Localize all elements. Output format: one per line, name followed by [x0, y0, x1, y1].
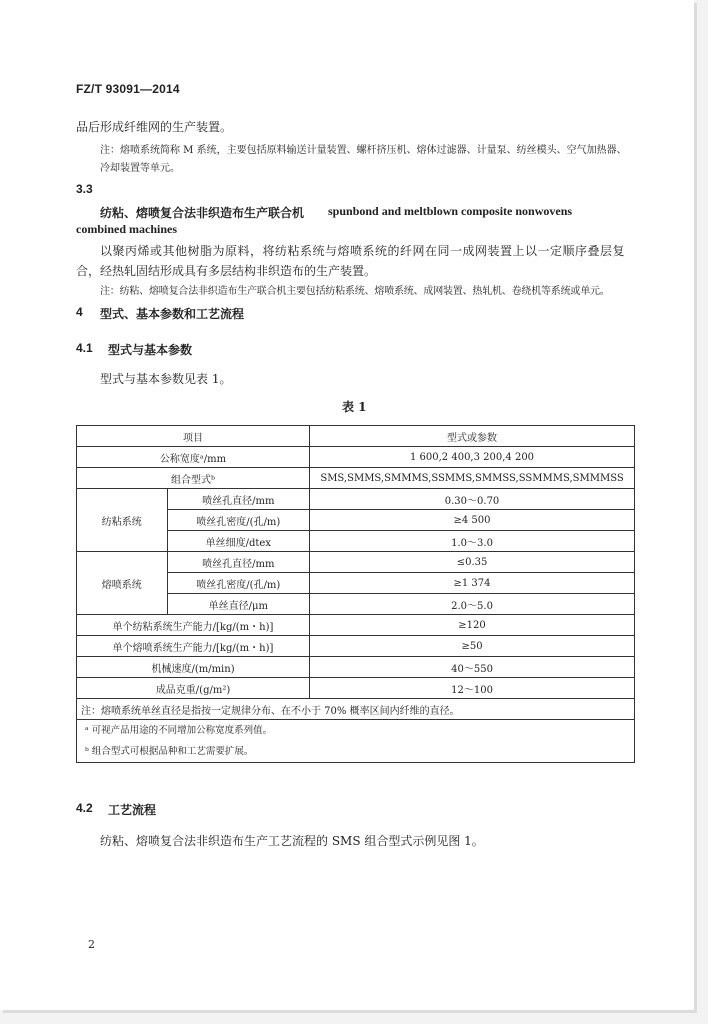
header-value: 型式或参数 — [310, 426, 635, 447]
param-value: 1.0～3.0 — [310, 531, 635, 552]
paragraph: 以聚丙烯或其他树脂为原料，将纺粘系统与熔喷系统的纤网在同一成网装置上以一定顺序叠层复 — [100, 244, 626, 258]
param-value: 2.0～5.0 — [310, 594, 635, 615]
param-value: ≥1 374 — [310, 573, 635, 594]
note-line: 注：熔喷系统简称 M 系统，主要包括原料输送计量装置、螺杆挤压机、熔体过滤器、计量泵、纺丝模头、空气加热器、 — [100, 145, 627, 156]
param-value: ≥120 — [310, 615, 635, 636]
param-value: ≥50 — [310, 636, 635, 657]
section-title: 型式、基本参数和工艺流程 — [100, 307, 245, 321]
param-value: ≤0.35 — [310, 552, 635, 573]
term-title-en-cont: combined machines — [76, 222, 178, 236]
param-label: 公称宽度ᵃ/mm — [77, 447, 310, 468]
term-title-en: spunbond and meltblown composite nonwovens — [328, 204, 573, 218]
paragraph: 品后形成纤维网的生产装置。 — [76, 120, 233, 134]
paragraph: 型式与基本参数见表 1。 — [100, 372, 232, 386]
header-item: 项目 — [77, 426, 310, 447]
table-note: 注：熔喷系统单丝直径是指按一定规律分布、在不小于 70% 概率区间内纤维的直径。 — [77, 699, 635, 720]
param-value: 0.30～0.70 — [310, 489, 635, 510]
paragraph: 合，经热轧固结形成具有多层结构非织造布的生产装置。 — [76, 264, 377, 278]
param-label: 成品克重/(g/m²) — [77, 678, 310, 699]
group-label: 熔喷系统 — [77, 552, 168, 615]
param-value: 40～550 — [310, 657, 635, 678]
footnote-b: ᵇ 组合型式可根据品种和工艺需要扩展。 — [85, 746, 254, 757]
param-value: 1 600,2 400,3 200,4 200 — [310, 447, 635, 468]
param-label: 机械速度/(m/min) — [77, 657, 310, 678]
table-footnotes — [77, 720, 635, 763]
note-line: 注：纺粘、熔喷复合法非织造布生产联合机主要包括纺粘系统、熔喷系统、成网装置、热轧机、卷绕机等系统或单元。 — [100, 286, 610, 297]
param-value: ≥4 500 — [310, 510, 635, 531]
section-number: 4.2 — [76, 801, 93, 815]
param-value: SMS,SMMS,SMMMS,SSMMS,SMMSS,SSMMMS,SMMMSS — [310, 468, 635, 489]
param-label: 喷丝孔密度/(孔/m) — [167, 573, 309, 594]
param-label: 喷丝孔密度/(孔/m) — [167, 510, 309, 531]
section-number: 4.1 — [76, 341, 93, 355]
param-value: 12～100 — [310, 678, 635, 699]
param-label: 喷丝孔直径/mm — [167, 552, 309, 573]
term-title-cn: 纺粘、熔喷复合法非织造布生产联合机 — [100, 206, 305, 220]
param-label: 单个熔喷系统生产能力/[kg/(m・h)] — [77, 636, 310, 657]
page-number: 2 — [88, 938, 95, 951]
parameter-table — [76, 425, 635, 763]
param-label: 单个纺粘系统生产能力/[kg/(m・h)] — [77, 615, 310, 636]
param-label: 单丝直径/μm — [167, 594, 309, 615]
section-title: 工艺流程 — [108, 803, 157, 817]
table-caption: 表 1 — [342, 400, 367, 414]
param-label: 喷丝孔直径/mm — [167, 489, 309, 510]
section-title: 型式与基本参数 — [108, 343, 193, 357]
paragraph: 纺粘、熔喷复合法非织造布生产工艺流程的 SMS 组合型式示例见图 1。 — [100, 834, 484, 848]
standard-code: FZ/T 93091—2014 — [76, 82, 180, 96]
group-label: 纺粘系统 — [77, 489, 168, 552]
note-line: 冷却装置等单元。 — [100, 163, 180, 174]
param-label: 单丝细度/dtex — [167, 531, 309, 552]
section-number: 3.3 — [76, 182, 93, 196]
param-label: 组合型式ᵇ — [77, 468, 310, 489]
section-number: 4 — [76, 305, 83, 319]
footnote-a: ᵃ 可视产品用途的不同增加公称宽度系列值。 — [85, 725, 273, 736]
